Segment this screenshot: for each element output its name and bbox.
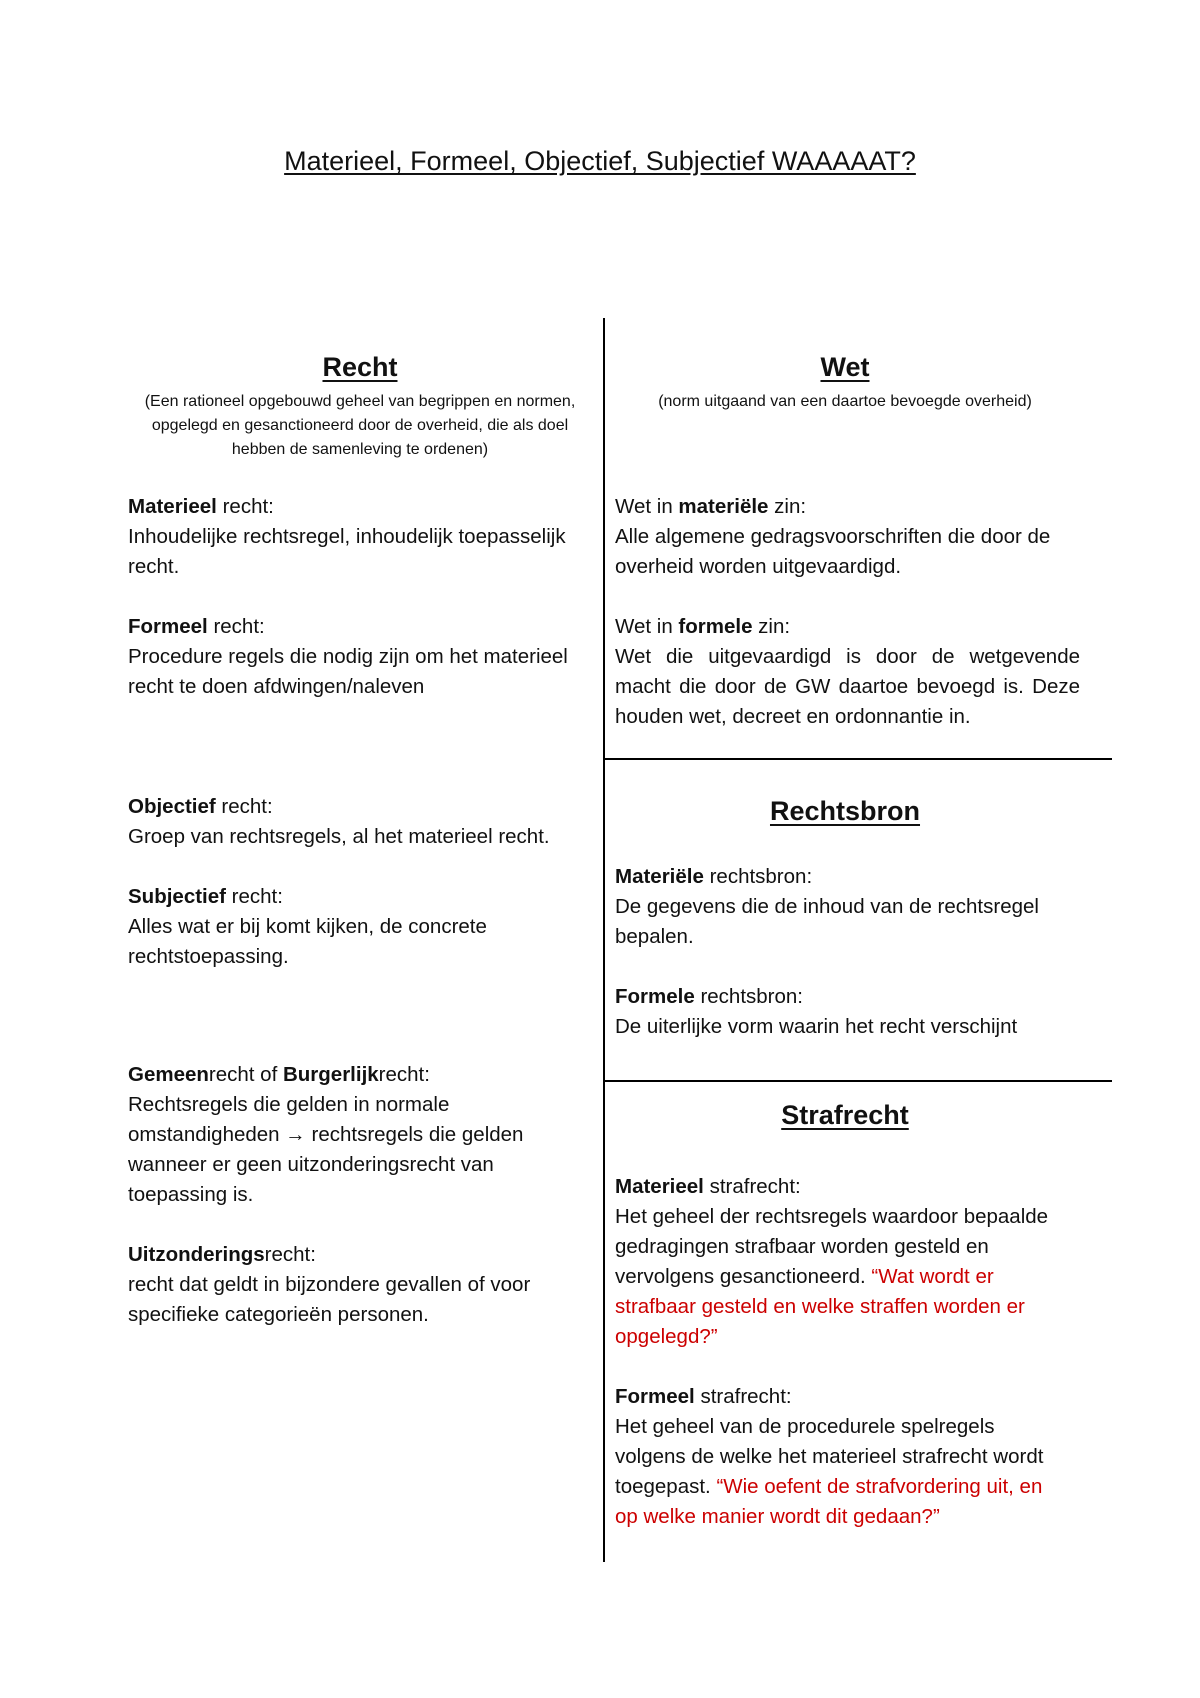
label-materiele-rechtsbron: Materiële rechtsbron: xyxy=(615,865,813,888)
section-uitzonderingsrecht xyxy=(128,1240,593,1330)
section-wet-materiele-zin xyxy=(615,492,1075,582)
text-gemeenrecht: Rechtsregels die gelden in normale omstandigheden → rechtsregels die gelden wanneer er geen uitzonderingsrecht van toepassing is. xyxy=(128,1093,524,1206)
label-uitzonderingsrecht: Uitzonderingsrecht: xyxy=(128,1243,316,1266)
section-materieel-strafrecht xyxy=(615,1172,1060,1352)
section-gemeenrecht xyxy=(128,1060,583,1210)
page-title: Materieel, Formeel, Objectief, Subjectief WAAAAAT? xyxy=(284,146,916,176)
section-wet-formele-zin xyxy=(615,612,1080,732)
label-subjectief-recht: Subjectief recht: xyxy=(128,885,283,908)
label-materieel-strafrecht: Materieel strafrecht: xyxy=(615,1175,801,1198)
label-objectief-recht: Objectief recht: xyxy=(128,795,273,818)
label-gemeenrecht: Gemeenrecht of Burgerlijkrecht: xyxy=(128,1063,430,1086)
label-wet-formele-zin: Wet in formele zin: xyxy=(615,615,791,638)
quote-formeel-strafrecht: “Wie oefent de strafvordering uit, en op welke manier wordt dit gedaan?” xyxy=(615,1475,1043,1528)
label-formele-rechtsbron: Formele rechtsbron: xyxy=(615,985,803,1008)
recht-definition: (Een rationeel opgebouwd geheel van begrippen en normen, opgelegd en gesanctioneerd door de overheid, die als doel hebben de samenleving te ordenen) xyxy=(144,393,576,458)
quote-materieel-strafrecht: “Wat wordt er strafbaar gesteld en welke straffen worden er opgelegd?” xyxy=(615,1265,1025,1348)
section-materieel-recht xyxy=(128,492,588,582)
section-divider-wet xyxy=(605,758,1112,760)
text-materieel-recht: Inhoudelijke rechtsregel, inhoudelijk toepasselijk recht. xyxy=(128,525,566,578)
text-formele-rechtsbron: De uiterlijke vorm waarin het recht verschijnt xyxy=(615,1015,1018,1038)
section-formeel-strafrecht xyxy=(615,1382,1060,1532)
label-formeel-strafrecht: Formeel strafrecht: xyxy=(615,1385,792,1408)
text-wet-materiele-zin: Alle algemene gedragsvoorschriften die door de overheid worden uitgevaardigd. xyxy=(615,525,1051,578)
text-uitzonderingsrecht: recht dat geldt in bijzondere gevallen of voor specifieke categorieën personen. xyxy=(128,1273,531,1326)
text-materiele-rechtsbron: De gegevens die de inhoud van de rechtsregel bepalen. xyxy=(615,895,1039,948)
text-subjectief-recht: Alles wat er bij komt kijken, de concrete rechtstoepassing. xyxy=(128,915,487,968)
text-formeel-recht: Procedure regels die nodig zijn om het materieel recht te doen afdwingen/naleven xyxy=(128,645,568,698)
text-formeel-strafrecht: Het geheel van de procedurele spelregels volgens de welke het materieel strafrecht wordt toegepast. “Wie oefent de strafvordering uit, en op welke manier wordt dit gedaan?” xyxy=(615,1415,1044,1528)
heading-recht: Recht xyxy=(322,352,398,382)
label-formeel-recht: Formeel recht: xyxy=(128,615,265,638)
section-subjectief-recht xyxy=(128,882,558,972)
section-objectief-recht xyxy=(128,792,598,852)
text-materieel-strafrecht: Het geheel der rechtsregels waardoor bepaalde gedragingen strafbaar worden gesteld en vervolgens gesanctioneerd. “Wat wordt er strafbaar gesteld en welke straffen worden er opgelegd?” xyxy=(615,1205,1049,1348)
section-materiele-rechtsbron xyxy=(615,862,1085,952)
section-formeel-recht xyxy=(128,612,588,702)
label-wet-materiele-zin: Wet in materiële zin: xyxy=(615,495,807,518)
text-wet-formele-zin: Wet die uitgevaardigd is door de wetgevende macht die door de GW daartoe bevoegd is. Deze houden wet, decreet en ordonnantie in. xyxy=(615,645,1080,728)
section-formele-rechtsbron xyxy=(615,982,1085,1042)
label-materieel-recht: Materieel recht: xyxy=(128,495,274,518)
arrow-icon: → xyxy=(285,1123,306,1146)
section-divider-rechtsbron xyxy=(605,1080,1112,1082)
heading-rechtsbron: Rechtsbron xyxy=(769,796,921,826)
heading-strafrecht: Strafrecht xyxy=(781,1100,909,1130)
column-divider xyxy=(603,318,605,1562)
wet-definition: (norm uitgaand van een daartoe bevoegde overheid) xyxy=(658,393,1032,410)
text-objectief-recht: Groep van rechtsregels, al het materieel recht. xyxy=(128,825,550,848)
heading-wet: Wet xyxy=(820,352,870,382)
